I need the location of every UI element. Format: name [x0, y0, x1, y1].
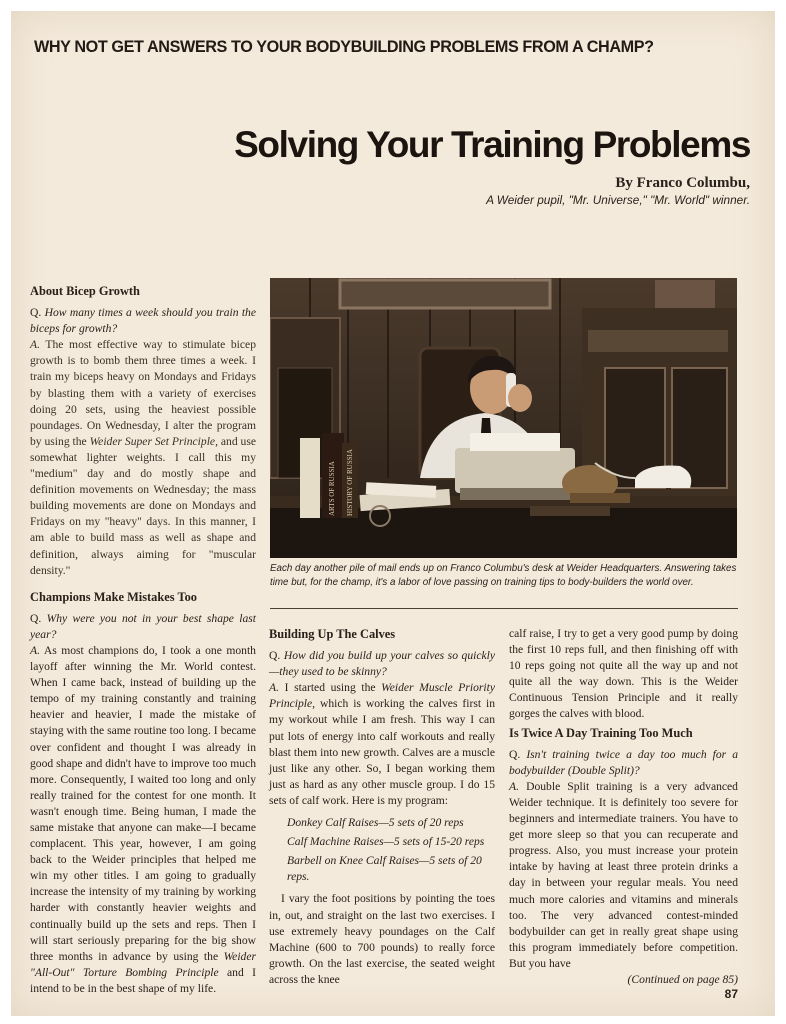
a-label: A. [269, 681, 279, 695]
answer-text-cont: and use somewhat lighter weights. I call this my "medium" day and do mostly shape and definition movements on Wednesday; the mass building movements are done on Mondays and Fridays on my "heavy" days. In this manner, I am able to build mass as well as shape and definition, always aiming for "muscular density." [30, 434, 256, 577]
section-heading-bicep: About Bicep Growth [30, 284, 140, 298]
spacer [30, 579, 256, 589]
section-heading-twice: Is Twice A Day Training Too Much [509, 725, 693, 740]
desk-photo [270, 278, 737, 558]
answer-text: As most champions do, I took a one month layoff after winning the Mr. World contest. When I came back, instead of building up the tempo of my training constantly and training heavier and heavier, I made the mistake of staying with the same routine too long. I became over confident and thought I was already in good shape and didn't have to improve too much more. Consequently, I waited too long and only really trained for the contest for one month. It wasn't enough time. Being human, I made the same mistake that anyone can make—I became complacent. This year, however, I am going back to the Weider principles that helped me win my other titles. I am going to gradually increase the intensity of my training by working harder with constantly heavier weights and continually build up the sets and reps. Then I will start seriously preparing for the big show three months in advance by using the [30, 643, 256, 963]
q-label: Q. [269, 649, 281, 663]
question-bicep [30, 305, 256, 337]
byline-author: By Franco Columbu, [615, 175, 750, 191]
photo-caption: Each day another pile of mail ends up on Franco Columbu's desk at Weider Headquarters. Answering takes time but, for the champ, it's a labor of love passing on training tips to body-builders the world over. [270, 563, 737, 588]
column-left [30, 283, 256, 997]
answer-text: The most effective way to stimulate bicep growth is to bomb them three times a week. I train my biceps heavy on Mondays and Fridays by blasting them with a variety of exercises doing 20 sets, using the heaviest possible poundages. On Wednesday, I alter the program by using the [30, 338, 256, 448]
section-heading-mistakes: Champions Make Mistakes Too [30, 589, 197, 604]
answer-emphasis: Weider "All-Out" Torture Bombing Principle [30, 949, 256, 979]
continued-note: (Continued on page 85) [627, 972, 738, 986]
calves-continuation: calf raise, I try to get a very good pump by doing the first 10 reps full, and then finishing off with 10 reps going not quite all the way up and not quite all the way down. This is the Weider Continuous Tension Principle and it really gorges the calves with blood. [509, 627, 738, 721]
answer-mistakes [30, 643, 256, 997]
photo-illustration [270, 278, 737, 558]
answer-text: I started using the [284, 681, 376, 695]
program-item: Calf Machine Raises—5 sets of 15-20 reps [287, 835, 485, 849]
answer-bicep [30, 337, 256, 578]
answer-calves [269, 680, 495, 809]
q-label: Q. [509, 747, 521, 761]
q-label: Q. [30, 306, 42, 320]
calves-follow-up: I vary the foot positions by pointing the toes in, out, and straight on the last two exercises. I use extremely heavy poundages on the Calf Machine (600 to 700 pounds) to really force growth. On the last exercise, the seated weight across the knee [269, 892, 495, 986]
question-text: How many times a week should you train the biceps for growth? [30, 306, 256, 336]
question-text: How did you build up your calves so quickly—they used to be skinny? [269, 649, 495, 679]
q-label: Q. [30, 611, 42, 625]
book-spine-history: HISTORY OF RUSSIA [346, 449, 354, 516]
answer-text: Double Split training is a very advanced Weider technique. It is definitely too severe for beginners and intermediate trainers. You have to get more sleep so that you can recuperate and progress. Also, you must increase your protein intake by having at least three protein drinks a day in between your regular meals. You need much more calories and vitamins and minerals too. The very advanced contest-minded bodybuilder can get in really great shape using this program immediately before competition. But you have [509, 779, 738, 970]
caption-divider [270, 608, 738, 609]
section-heading-calves: Building Up The Calves [269, 627, 396, 641]
byline-credentials: A Weider pupil, "Mr. Universe," "Mr. World" winner. [486, 193, 750, 207]
a-label: A. [509, 779, 519, 793]
column-middle [269, 626, 495, 988]
column-right [509, 626, 738, 988]
program-item: Barbell on Knee Calf Raises—5 sets of 20 reps. [287, 854, 482, 884]
answer-emphasis: Weider Super Set Principle, [89, 434, 218, 448]
program-item: Donkey Calf Raises—5 sets of 20 reps [287, 816, 464, 830]
calf-program-list [269, 815, 495, 885]
question-text: Why were you not in your best shape last year? [30, 611, 256, 641]
page-number: 87 [724, 987, 738, 1001]
question-twice [509, 747, 738, 779]
answer-twice [509, 779, 738, 972]
question-calves [269, 648, 495, 680]
book-spine-arts: ARTS OF RUSSIA [328, 461, 336, 516]
answer-text-cont: which is working the calves first in my workout while I am fresh. This way I can put lots of energy into calf workouts and really blast them into new growth. Calves are a muscle just like any other. So, I began working them just as hard as any other muscle group. I do 15 sets of calf work. Here is my program: [269, 697, 495, 807]
article-title: Solving Your Training Problems [234, 124, 750, 165]
a-label: A. [30, 338, 40, 352]
answer-emphasis: Weider Muscle Priority Principle, [269, 681, 496, 711]
a-label: A. [30, 643, 40, 657]
kicker-headline: WHY NOT GET ANSWERS TO YOUR BODYBUILDING PROBLEMS FROM A CHAMP? [34, 38, 654, 56]
answer-text-cont: and I intend to be in the best shape of my life. [30, 965, 257, 995]
question-text: Isn't training twice a day too much for a bodybuilder (Double Split)? [509, 747, 738, 777]
question-mistakes [30, 611, 256, 643]
